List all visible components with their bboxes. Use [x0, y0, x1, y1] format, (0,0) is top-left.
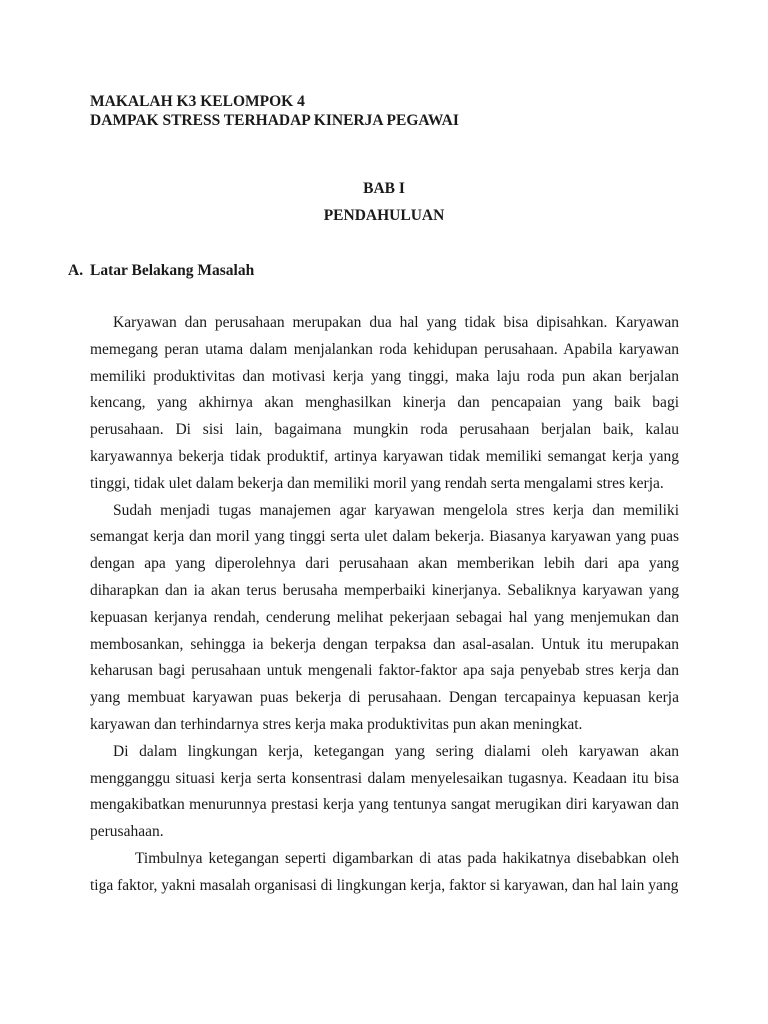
paragraph-1: Karyawan dan perusahaan merupakan dua hal yang tidak bisa dipisahkan. Karyawan memegang peran utama dalam menjalankan roda kehidupan perusahaan. Apabila karyawan memiliki produktivitas dan motivasi kerja yang tinggi, maka laju roda pun akan berjalan kencang, yang akhirnya akan menghasilkan kinerja dan pencapaian yang baik bagi perusahaan. Di sisi lain, bagaimana mungkin roda perusahaan berjalan baik, kalau karyawannya bekerja tidak produktif, artinya karyawan tidak memiliki semangat kerja yang tinggi, tidak ulet dalam bekerja dan memiliki moril yang rendah serta mengalami stres kerja.: [90, 314, 679, 492]
section-heading: [68, 262, 254, 280]
chapter-title: PENDAHULUAN: [323, 207, 445, 224]
document-title-line-2: DAMPAK STRESS TERHADAP KINERJA PEGAWAI: [90, 112, 459, 129]
paragraph-2: Sudah menjadi tugas manajemen agar karyawan mengelola stres kerja dan memiliki semangat kerja dan moril yang tinggi serta ulet dalam bekerja. Biasanya karyawan yang puas dengan apa yang diperolehnya dari perusahaan akan memberikan lebih dari apa yang diharapkan dan ia akan terus berusaha memperbaiki kinerjanya. Sebaliknya karyawan yang kepuasan kerjanya rendah, cenderung melihat pekerjaan sebagai hal yang menjemukan dan membosankan, sehingga ia bekerja dengan terpaksa dan asal-asalan. Untuk itu merupakan keharusan bagi perusahaan untuk mengenali faktor-faktor apa saja penyebab stres kerja dan yang membuat karyawan puas bekerja di perusahaan. Dengan tercapainya kepuasan kerja karyawan dan terhindarnya stres kerja maka produktivitas pun akan meningkat.: [90, 501, 679, 733]
paragraph-3: Di dalam lingkungan kerja, ketegangan yang sering dialami oleh karyawan akan mengganggu situasi kerja serta konsentrasi dalam menyelesaikan tugasnya. Keadaan itu bisa mengakibatkan menurunnya prestasi kerja yang tentunya sangat merugikan diri karyawan dan perusahaan.: [90, 742, 679, 841]
chapter-number: BAB I: [363, 180, 405, 197]
section-title: Latar Belakang Masalah: [90, 262, 255, 279]
paragraph-4: Timbulnya ketegangan seperti digambarkan di atas pada hakikatnya disebabkan oleh tiga faktor, yakni masalah organisasi di lingkungan kerja, faktor si karyawan, dan hal lain yang: [90, 849, 679, 894]
section-letter: A.: [68, 262, 84, 279]
body-text: [90, 310, 679, 900]
document-title-line-1: MAKALAH K3 KELOMPOK 4: [90, 93, 305, 110]
